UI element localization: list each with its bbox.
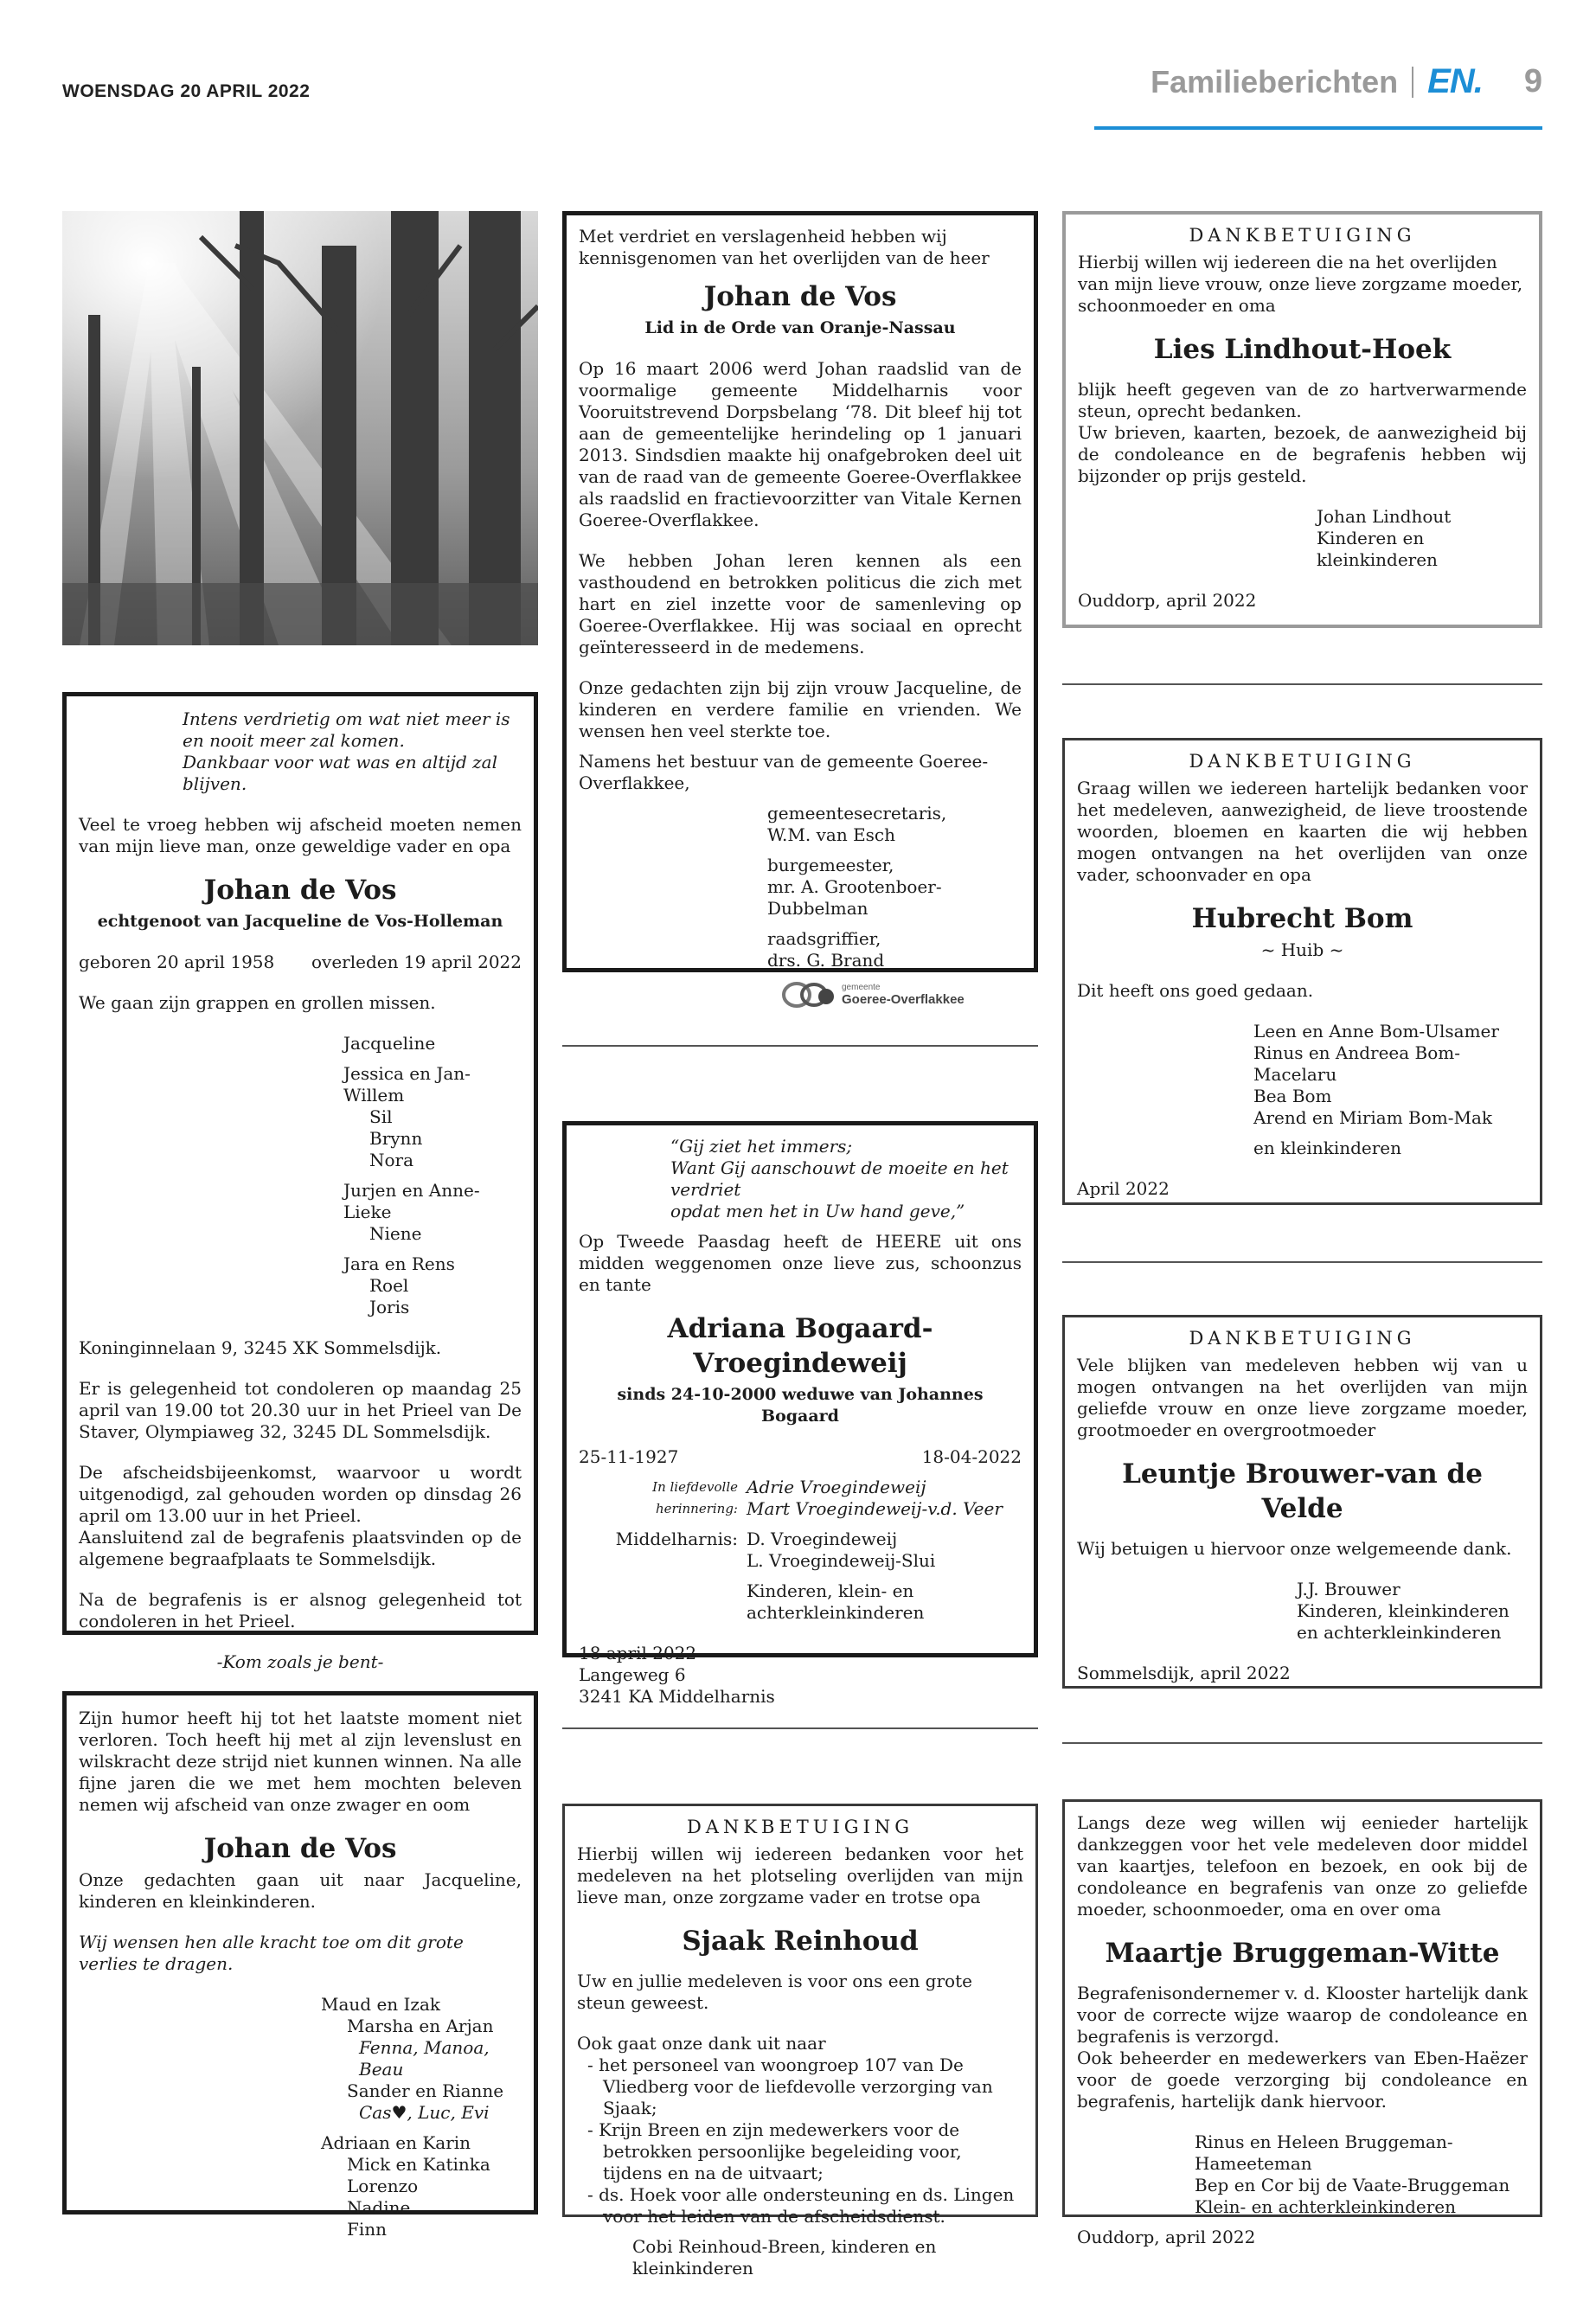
separator-line	[562, 1045, 1038, 1047]
home-address: Koninginnelaan 9, 3245 XK Sommelsdijk.	[79, 1337, 442, 1358]
forest-sunrays-image	[62, 211, 538, 645]
family-member: Jara en Rens	[343, 1253, 455, 1274]
separator-line	[1062, 683, 1542, 685]
list-item: - Krijn Breen en zijn medewerkers voor de betrokken persoonlijke begeleiding voor, tijdens en na de uitvaart;	[587, 2119, 962, 2183]
birth-date: geboren 20 april 1958	[79, 952, 275, 972]
signatory-name: en achterkleinkinderen	[1297, 1622, 1502, 1643]
thanks-lies-lindhout	[1062, 211, 1542, 628]
header-divider	[1412, 67, 1413, 98]
verse-line: Intens verdrietig om wat niet meer is en nooit meer zal komen.	[183, 708, 510, 751]
family-member: Maud en Izak	[321, 1994, 440, 2015]
paragraph: Ook beheerder en medewerkers van Eben-Haëzer voor de goede verzorging bij condoleance en begrafenis, hartelijk dank hiervoor.	[1077, 2048, 1528, 2112]
deceased-name: Hubrecht Bom	[1191, 903, 1413, 934]
family-member: Nora	[369, 1150, 414, 1170]
place-date: April 2022	[1077, 1178, 1170, 1199]
condolence-info: Er is gelegenheid tot condoleren op maandag 25 april van 19.00 tot 20.30 uur in het Prieel van De Staver, Olympiaweg 32, 3245 DL Sommelsdijk.	[79, 1378, 522, 1442]
paragraph: Namens het bestuur van de gemeente Goeree-Overflakkee,	[579, 751, 989, 793]
signatory-title: burgemeester,	[767, 855, 894, 875]
intro-text: Vele blijken van medeleven hebben wij van u mogen ontvangen na het overlijden van mijn geliefde vrouw en onze lieve zorgzame moeder, grootmoeder en overgrootmoeder	[1077, 1355, 1528, 1440]
family-member: Lorenzo	[347, 2176, 419, 2196]
logo-small-text: gemeente	[842, 983, 881, 992]
family-list	[79, 1033, 522, 1318]
intro-text: Zijn humor heeft hij tot het laatste moment niet verloren. Toch heeft hij met al zijn levenslust en wilskracht deze strijd niet kunnen winnen. Na alle fijne jaren die we met hem mochten beleven nemen wij afscheid van onze zwager en oom	[79, 1708, 522, 1815]
relative-name: Adrie Vroegindeweij	[747, 1477, 926, 1497]
signatory-name: Bea Bom	[1253, 1086, 1332, 1106]
signatory-title: gemeentesecretaris,	[767, 803, 947, 824]
farewell-info: De afscheidsbijeenkomst, waarvoor u wordt uitgenodigd, zal gehouden worden op dinsdag 26 april om 13.00 uur in het Prieel.	[79, 1462, 522, 1526]
place-label: Middelharnis:	[615, 1529, 738, 1549]
logo-text: Goeree-Overflakkee	[842, 992, 965, 1007]
paragraph: Begrafenisondernemer v. d. Klooster hartelijk dank voor de correcte wijze waarop de condoleance en begrafenis is verzorgd.	[1077, 1983, 1528, 2047]
family-list	[79, 1994, 522, 2240]
intro-text: Op Tweede Paasdag heeft de HEERE uit ons midden weggenomen onze lieve zus, schoonzus en tante	[579, 1231, 1022, 1295]
page-date: WOENSDAG 20 APRIL 2022	[62, 81, 311, 101]
address-line: 18 april 2022	[579, 1643, 697, 1663]
paragraph: Uw brieven, kaarten, bezoek, de aanwezigheid bij de condoleance en de begrafenis hebben wij bijzonder op prijs gesteld.	[1078, 422, 1527, 486]
obituary-johan-de-vos-family	[62, 692, 538, 1672]
municipality-logo-icon	[781, 980, 836, 1009]
intro-text: Hierbij willen wij iedereen bedanken voor het medeleven na het plotseling overlijden van mijn lieve man, onze zorgzame vader en trotse opa	[577, 1843, 1023, 1907]
verse-line: opdat men het in Uw hand geve,”	[670, 1201, 965, 1221]
deceased-name: Leuntje Brouwer-van de Velde	[1122, 1458, 1483, 1524]
thanks-maartje-bruggeman	[1062, 1799, 1542, 2247]
list-item: - het personeel van woongroep 107 van De Vliedberg voor de liefdevolle verzorging van Sjaak;	[587, 2054, 993, 2118]
intro-text: Graag willen we iedereen hartelijk bedanken voor het medeleven, aanwezigheid, de lieve troostende woorden, bloemen en kaarten die wij hebben mogen ontvangen na het overlijden van onze vader, schoonvader en opa	[1077, 778, 1528, 885]
signatories	[579, 803, 1022, 971]
family-member: Finn	[347, 2219, 388, 2240]
deceased-subtitle: echtgenoot van Jacqueline de Vos-Holleman	[97, 912, 503, 931]
signatory-name: Bep en Cor bij de Vaate-Bruggeman	[1195, 2175, 1510, 2195]
wish-text: Wij wensen hen alle kracht toe om dit grote verlies te dragen.	[79, 1932, 464, 1974]
family-member: Nadine	[347, 2197, 411, 2218]
deceased-subtitle: sinds 24-10-2000 weduwe van Johannes Bogaard	[617, 1385, 984, 1426]
relative-name: D. Vroegindeweij	[747, 1529, 898, 1549]
thanks-heading: DANKBETUIGING	[1189, 751, 1416, 772]
deceased-name: Lies Lindhout-Hoek	[1153, 334, 1452, 365]
relatives-line: Kinderen, klein- en	[747, 1580, 914, 1601]
obituary-johan-de-vos-municipality	[562, 211, 1038, 1007]
place-date: Ouddorp, april 2022	[1077, 2227, 1256, 2247]
signatory-title: raadsgriffier,	[767, 928, 881, 949]
address-line: Langeweg 6	[579, 1664, 686, 1685]
paragraph: We hebben Johan leren kennen als een vasthoudend en betrokken politicus die zich met hart en ziel inzette voor de samenleving op Goeree-Overflakkee. Hij was sociaal en oprecht geïnteresseerd in de medemens.	[579, 550, 1022, 657]
family-member: Jurjen en Anne-Lieke	[343, 1180, 480, 1222]
intro-text: Hierbij willen wij iedereen die na het overlijden van mijn lieve vrouw, onze lieve zorgzame moeder, schoonmoeder en oma	[1078, 252, 1523, 316]
family-member: Jacqueline	[343, 1033, 436, 1054]
family-member: Jessica en Jan-Willem	[343, 1063, 471, 1106]
place-date: Sommelsdijk, april 2022	[1077, 1663, 1291, 1683]
family-member: Brynn	[369, 1128, 423, 1149]
thanks-sjaak-reinhoud	[562, 1804, 1038, 2279]
address-line: 3241 KA Middelharnis	[579, 1686, 775, 1707]
signatory-name: J.J. Brouwer	[1297, 1579, 1401, 1599]
paragraph: Wij betuigen u hiervoor onze welgemeende dank.	[1077, 1538, 1512, 1559]
verse-line: Dankbaar voor wat was en altijd zal blijven.	[183, 752, 497, 794]
relatives-line: achterkleinkinderen	[747, 1602, 925, 1623]
signatory-name: Rinus en Heleen Bruggeman-Hameeteman	[1195, 2131, 1453, 2174]
family-member: Niene	[369, 1223, 422, 1244]
forest-photo	[62, 211, 538, 645]
thanks-hubrecht-bom	[1062, 738, 1542, 1205]
deceased-subtitle: Lid in de Orde van Oranje-Nassau	[644, 318, 956, 337]
deceased-name: Maartje Bruggeman-Witte	[1105, 1938, 1500, 1969]
separator-line	[1062, 1261, 1542, 1263]
place-date: Ouddorp, april 2022	[1078, 590, 1257, 611]
family-member: Adriaan en Karin	[321, 2132, 471, 2153]
paragraph: Op 16 maart 2006 werd Johan raadslid van de voormalige gemeente Middelharnis voor Vooruitstrevend Dorpsbelang ‘78. Dit bleef hij tot aan de gemeentelijke herindeling op 1 januari 2013. Sindsdien maakte hij onafgebroken deel uit van de raad van de gemeente Goeree-Overflakkee als raadslid en fractievoorzitter van Vitale Kernen Goeree-Overflakkee.	[579, 358, 1022, 530]
paragraph: Ook gaat onze dank uit naar	[577, 2033, 826, 2054]
deceased-name: Sjaak Reinhoud	[682, 1926, 919, 1957]
signatory-name: W.M. van Esch	[767, 824, 896, 845]
thanks-list	[577, 2054, 1023, 2227]
signatory-name: mr. A. Grootenboer-Dubbelman	[767, 876, 942, 919]
deceased-name: Adriana Bogaard-Vroegindeweij	[667, 1313, 933, 1379]
signatory-name: en kleinkinderen	[1253, 1138, 1402, 1158]
intro-text: Veel te vroeg hebben wij afscheid moeten nemen van mijn lieve man, onze geweldige vader en opa	[79, 814, 522, 856]
signatory-name: Arend en Miriam Bom-Mak	[1253, 1107, 1493, 1128]
paragraph: blijk heeft gegeven van de zo hartverwarmende steun, oprecht bedanken.	[1078, 379, 1527, 421]
paragraph: Uw en jullie medeleven is voor ons een grote steun geweest.	[577, 1971, 972, 2013]
deceased-name: Johan de Vos	[203, 875, 397, 906]
page-number: 9	[1523, 63, 1542, 99]
newspaper-logo: EN.	[1427, 62, 1483, 100]
burial-info: Aansluitend zal de begrafenis plaatsvinden op de algemene begraafplaats te Sommelsdijk.	[79, 1527, 522, 1569]
family-member: Joris	[369, 1297, 410, 1317]
death-date: 18-04-2022	[921, 1446, 1022, 1467]
family-member: Fenna, Manoa, Beau	[359, 2037, 490, 2080]
intro-text: Langs deze weg willen wij eenieder hartelijk dankzeggen voor het vele medeleven door middel van kaartjes, telefoon en bezoek, en ook bij de condoleance en begrafenis van onze zo geliefde moeder, schoonmoeder, oma en over oma	[1077, 1812, 1528, 1920]
memory-line: We gaan zijn grappen en grollen missen.	[79, 992, 436, 1013]
nickname: ~ Huib ~	[1260, 939, 1344, 960]
family-member: Cas♥, Luc, Evi	[359, 2102, 490, 2123]
section-title: Familieberichten	[1151, 63, 1399, 99]
signatory-name: Johan Lindhout	[1317, 506, 1452, 527]
family-member: Sil	[369, 1106, 393, 1127]
deceased-name: Johan de Vos	[703, 281, 897, 312]
signatory-name: Kinderen, kleinkinderen	[1297, 1600, 1509, 1621]
relative-name: L. Vroegindeweij-Slui	[747, 1550, 936, 1571]
verse-line: “Gij ziet het immers;	[670, 1136, 853, 1157]
signature: Cobi Reinhoud-Breen, kinderen en kleinkinderen	[632, 2236, 937, 2279]
intro-text: Met verdriet en verslagenheid hebben wij kennisgenomen van het overlijden van de heer	[579, 226, 990, 268]
thanks-heading: DANKBETUIGING	[1189, 225, 1416, 246]
signatory-name: Rinus en Andreea Bom-Macelaru	[1253, 1042, 1461, 1085]
obituary-adriana-bogaard	[562, 1121, 1038, 1707]
family-member: Mick en Katinka	[347, 2154, 490, 2175]
signatory-name: drs. G. Brand	[767, 950, 885, 971]
signatory-name: Klein- en achterkleinkinderen	[1195, 2196, 1457, 2217]
obituary-johan-de-vos-relatives	[62, 1691, 538, 2240]
paragraph: Dit heeft ons goed gedaan.	[1077, 980, 1314, 1001]
after-burial-info: Na de begrafenis is er alsnog gelegenheid tot condoleren in het Prieel.	[79, 1589, 522, 1631]
thoughts-text: Onze gedachten gaan uit naar Jacqueline, kinderen en kleinkinderen.	[79, 1869, 522, 1912]
memory-label: In liefdevolle herinnering:	[652, 1479, 738, 1516]
municipality-logo	[579, 980, 1022, 1009]
death-date: overleden 19 april 2022	[311, 952, 522, 972]
family-member: Roel	[369, 1275, 409, 1296]
header-rule	[1094, 126, 1542, 130]
thanks-heading: DANKBETUIGING	[1189, 1328, 1416, 1349]
relative-name: Mart Vroegindeweij-v.d. Veer	[747, 1498, 1003, 1519]
verse-line: Want Gij aanschouwt de moeite en het verdriet	[670, 1157, 1009, 1200]
page-header	[1151, 62, 1542, 101]
thanks-heading: DANKBETUIGING	[686, 1817, 914, 1837]
birth-date: 25-11-1927	[579, 1446, 679, 1467]
separator-line	[562, 1727, 1038, 1729]
list-item: - ds. Hoek voor alle ondersteuning en ds. Lingen voor het leiden van de afscheidsdienst.	[587, 2184, 1015, 2227]
closing-line: -Kom zoals je bent-	[216, 1651, 384, 1672]
paragraph: Onze gedachten zijn bij zijn vrouw Jacqueline, de kinderen en verdere familie en vrienden. We wensen hen veel sterkte toe.	[579, 677, 1022, 741]
signatory-name: Leen en Anne Bom-Ulsamer	[1253, 1021, 1499, 1042]
thanks-leuntje-brouwer	[1062, 1315, 1542, 1689]
deceased-name: Johan de Vos	[203, 1833, 397, 1864]
signatory-name: Kinderen en kleinkinderen	[1317, 528, 1438, 570]
family-member: Sander en Rianne	[347, 2080, 504, 2101]
separator-line	[1062, 1742, 1542, 1744]
family-member: Marsha en Arjan	[347, 2016, 494, 2036]
